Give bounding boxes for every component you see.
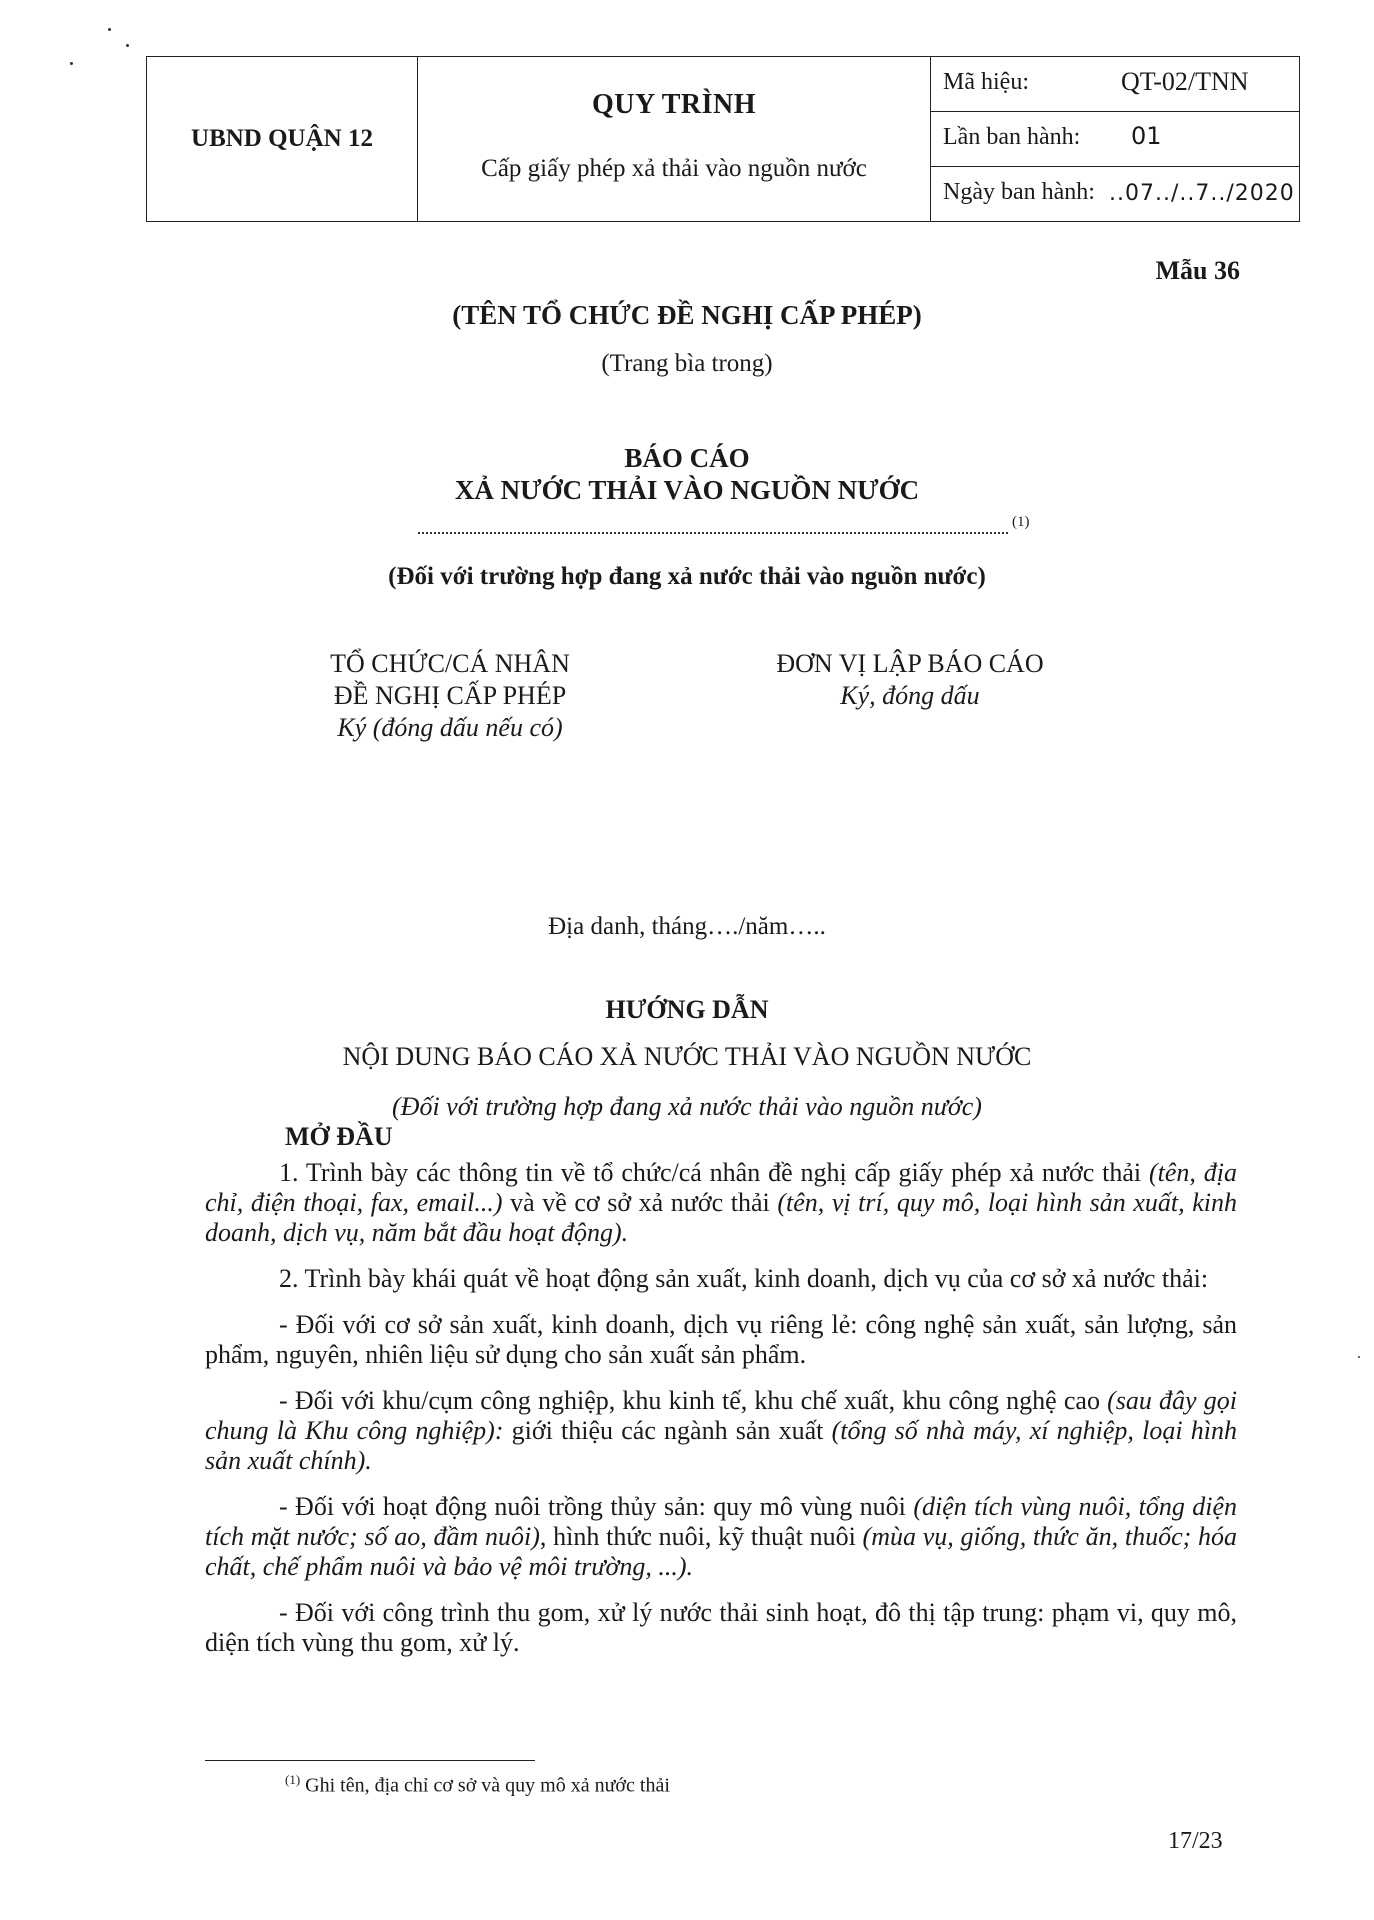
p1-text-2: và về cơ sở xả nước thải [502,1188,778,1217]
footnote-separator [205,1760,535,1761]
footnote [285,1772,670,1798]
meta-code [931,57,1300,112]
body-text [205,1158,1237,1674]
header-procedure [418,57,931,222]
header-table [146,56,1300,222]
header-org [147,57,418,222]
code-value: QT-02/TNN [1121,67,1249,96]
footnote-ref: (1) [1012,514,1030,530]
p5-italic-2: (mùa vụ, giống, thức ăn, thuốc; hóa chất, chế phẩm nuôi và bảo vệ môi trường, ...). [205,1522,1237,1581]
p4-italic: (sau đây gọi chung là Khu công nghiệp): [205,1386,1237,1445]
org-name: UBND QUẬN 12 [191,125,373,152]
p4-italic-2: (tổng số nhà máy, xí nghiệp, loại hình sản xuất chính). [205,1416,1237,1475]
case-note: (Đối với trường hợp đang xả nước thải vào nguồn nước) [388,563,986,590]
guide-subtitle: NỘI DUNG BÁO CÁO XẢ NƯỚC THẢI VÀO NGUỒN NƯỚC [342,1042,1032,1071]
meta-issue [931,112,1300,167]
procedure-subtitle: Cấp giấy phép xả thải vào nguồn nước [481,155,867,182]
scan-speck [108,28,111,31]
guide-title: HƯỚNG DẪN [605,995,769,1024]
report-title-1: BÁO CÁO [624,443,750,473]
procedure-title: QUY TRÌNH [592,89,756,120]
report-title-2: XẢ NƯỚC THẢI VÀO NGUỒN NƯỚC [454,475,920,505]
signature-applicant [240,648,660,744]
intro-heading: MỞ ĐẦU [285,1122,393,1151]
applicant-line-2: ĐỀ NGHỊ CẤP PHÉP [333,681,567,710]
applicant-sign-note: Ký (đóng dấu nếu có) [337,713,563,742]
meta-date [931,167,1300,222]
p4-text-2: giới thiệu các ngành sản xuất [503,1416,832,1445]
p5-text: - Đối với hoạt động nuôi trồng thủy sản: quy mô vùng nuôi [279,1492,914,1521]
scan-speck [70,62,73,65]
scan-speck [126,44,129,47]
footnote-mark: (1) [285,1772,301,1787]
preparer-line-1: ĐƠN VỊ LẬP BÁO CÁO [776,649,1044,678]
p1-italic-2: (tên, vị trí, quy mô, loại hình sản xuất, kinh doanh, dịch vụ, năm bắt đầu hoạt động). [205,1188,1237,1247]
p5-text-2: , hình thức nuôi, kỹ thuật nuôi [539,1522,863,1551]
code-label: Mã hiệu: [943,69,1029,95]
p1-text: 1. Trình bày các thông tin về tổ chức/cá nhân đề nghị cấp giấy phép xả nước thải [279,1158,1149,1187]
issue-value: 01 [1131,122,1162,150]
preparer-sign-note: Ký, đóng dấu [840,681,980,710]
date-value: ..07../..7../2020 [1109,181,1295,206]
paragraph-4 [205,1386,1237,1476]
paragraph-2: 2. Trình bày khái quát về hoạt động sản xuất, kinh doanh, dịch vụ của cơ sở xả nước thải: [279,1264,1209,1293]
applicant-line-1: TỔ CHỨC/CÁ NHÂN [330,649,570,678]
p1-italic: (tên, địa chỉ, điện thoại, fax, email...) [205,1158,1238,1217]
date-label: Ngày ban hành: [943,179,1095,205]
scan-speck [1358,1356,1360,1358]
cover-note: (Trang bìa trong) [601,350,773,377]
place-date: Địa danh, tháng…./năm….. [548,913,826,940]
paragraph-6: - Đối với công trình thu gom, xử lý nước thải sinh hoạt, đô thị tập trung: phạm vi, quy mô, diện tích vùng thu gom, xử lý. [205,1598,1237,1657]
dotted-fill-line [418,512,1008,534]
signature-preparer [700,648,1120,712]
paragraph-3: - Đối với cơ sở sản xuất, kinh doanh, dịch vụ riêng lẻ: công nghệ sản xuất, sản lượng, sản phẩm, nguyên, nhiên liệu sử dụng cho sản xuất sản phẩm. [205,1310,1237,1369]
guide-case-note: (Đối với trường hợp đang xả nước thải vào nguồn nước) [392,1092,982,1121]
paragraph-1 [205,1158,1237,1248]
form-number: Mẫu 36 [1155,256,1240,285]
p5-italic: (diện tích vùng nuôi, tổng diện tích mặt nước; số ao, đầm nuôi) [205,1492,1237,1551]
page-number: 17/23 [1168,1828,1223,1854]
footnote-text: Ghi tên, địa chỉ cơ sở và quy mô xả nước thải [300,1774,670,1797]
paragraph-5 [205,1492,1237,1582]
p4-text: - Đối với khu/cụm công nghiệp, khu kinh tế, khu chế xuất, khu công nghệ cao [279,1386,1108,1415]
issue-label: Lần ban hành: [943,124,1081,150]
org-placeholder: (TÊN TỔ CHỨC ĐỀ NGHỊ CẤP PHÉP) [452,300,922,330]
